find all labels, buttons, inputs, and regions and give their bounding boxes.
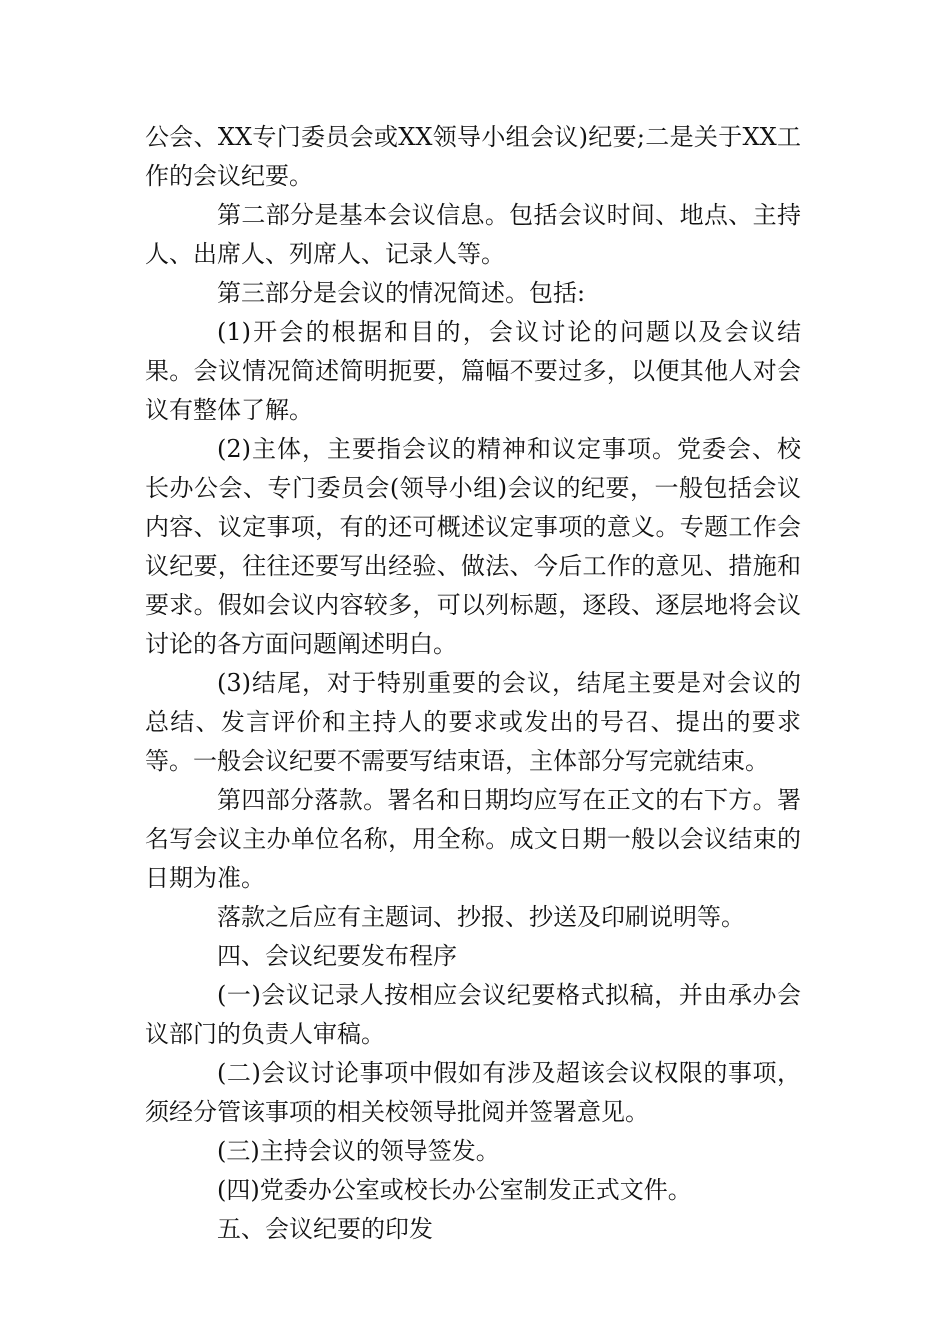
paragraph: 第二部分是基本会议信息。包括会议时间、地点、主持人、出席人、列席人、记录人等。 — [145, 201, 801, 268]
paragraph: 公会、XX专门委员会或XX领导小组会议)纪要;二是关于XX工作的会议纪要。 — [145, 123, 801, 190]
paragraph: (1)开会的根据和目的，会议讨论的问题以及会议结果。会议情况简述简明扼要，篇幅不要过多，以便其他人对会议有整体了解。 — [145, 318, 801, 424]
paragraph: (二)会议讨论事项中假如有涉及超该会议权限的事项，须经分管该事项的相关校领导批阅并签署意见。 — [145, 1059, 801, 1126]
paragraph: (2)主体，主要指会议的精神和议定事项。党委会、校长办公会、专门委员会(领导小组)会议的纪要，一般包括会议内容、议定事项，有的还可概述议定事项的意义。专题工作会议纪要，往往还要写出经验、做法、今后工作的意见、措施和要求。假如会议内容较多，可以列标题，逐段、逐层地将会议讨论的各方面问题阐述明白。 — [145, 435, 801, 658]
document-body — [145, 118, 801, 1249]
paragraph: 落款之后应有主题词、抄报、抄送及印刷说明等。 — [217, 903, 745, 931]
paragraph: (四)党委办公室或校长办公室制发正式文件。 — [217, 1176, 692, 1204]
paragraph: (3)结尾，对于特别重要的会议，结尾主要是对会议的总结、发言评价和主持人的要求或发出的号召、提出的要求等。一般会议纪要不需要写结束语，主体部分写完就结束。 — [145, 669, 801, 775]
section-heading: 四、会议纪要发布程序 — [217, 942, 457, 970]
paragraph: (三)主持会议的领导签发。 — [217, 1137, 500, 1165]
paragraph: 第三部分是会议的情况简述。包括: — [217, 279, 586, 307]
section-heading: 五、会议纪要的印发 — [217, 1215, 433, 1243]
paragraph: 第四部分落款。署名和日期均应写在正文的右下方。署名写会议主办单位名称，用全称。成文日期一般以会议结束的日期为准。 — [145, 786, 801, 892]
paragraph: (一)会议记录人按相应会议纪要格式拟稿，并由承办会议部门的负责人审稿。 — [145, 981, 801, 1048]
